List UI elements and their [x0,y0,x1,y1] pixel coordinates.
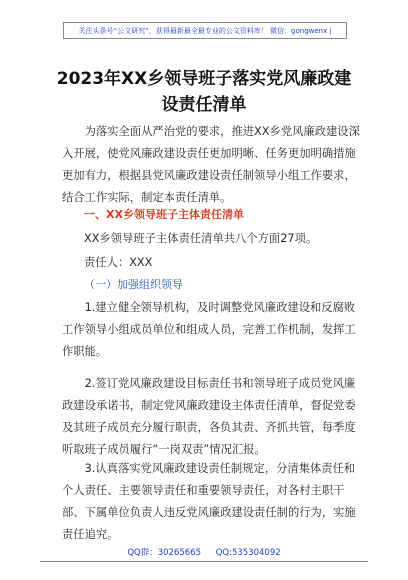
list-item-3: 3.认真落实党风廉政建设责任制规定，分清集体责任和个人责任、主要领导责任和重要领导责任，对各村主职干部、下属单位负责人违反党风廉政建设责任制的行为，实施责任追究。 [62,462,356,541]
footer-divider [40,561,368,562]
title-line-2: 设责任清单 [161,95,247,115]
intro-paragraph: 为落实全面从严治党的要求，推进XX乡党风廉政建设深入开展，使党风廉政建设责任更加明晰、任务更加明确措施更加有力，根据县党风廉政建设责任制领导小组工作要求，结合工作实际，制定本责任清单。 [62,125,360,204]
list-item-2: 2.签订党风廉政建设目标责任书和领导班子成员党风廉政建设承诺书，制定党风廉政建设主体责任清单，督促党委及其班子成员充分履行职责，各负其责、齐抓共管，每季度听取班子成员履行“一岗双责”情况汇报。 [62,377,356,456]
footer-qq-group: QQ群：30265665 [127,548,202,558]
section-heading: 一、XX乡领导班子主体责任清单 [84,208,244,221]
footer-qq: QQ:535304092 [215,548,281,558]
header-banner: 关注头条号“公文研究”，获得最新最全最专业的公文资料库！ 微信：gongwenx j [63,22,347,39]
section-summary: XX乡领导班子主体责任清单共八个方面27项。 [84,232,318,245]
footer-contact [0,546,408,558]
subsection-heading: （一）加强组织领导 [84,278,183,291]
list-item-1: 1.建立健全领导机构，及时调整党风廉政建设和反腐败工作领导小组成员单位和组成人员，完善工作机制，发挥工作职能。 [62,301,356,358]
responsible-person: 责任人：XXX [84,256,153,269]
title-line-1: 2023年XX乡领导班子落实党风廉政建 [56,69,352,89]
document-title [0,66,408,118]
